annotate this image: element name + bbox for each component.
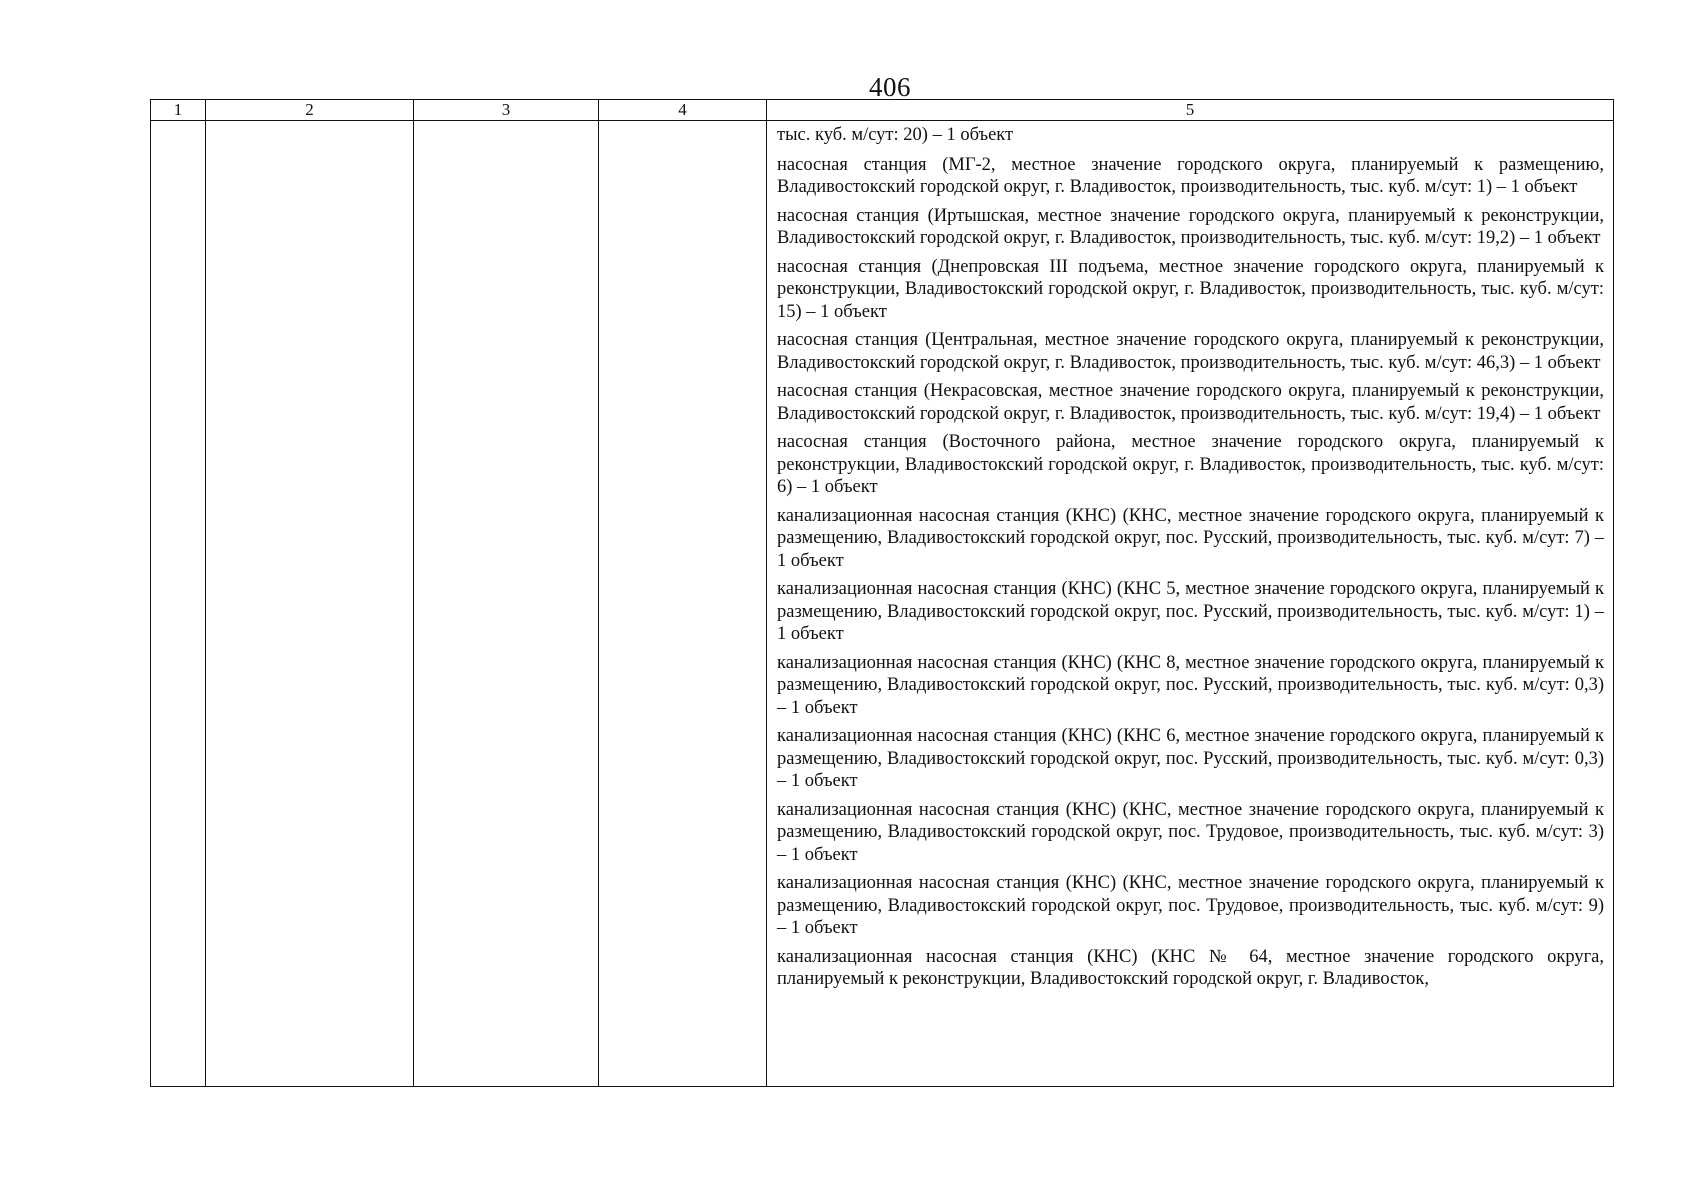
column-header-5: 5 [767, 100, 1614, 121]
entry-item: тыс. куб. м/сут: 20) – 1 объект [777, 125, 1014, 145]
entry-item: канализационная насосная станция (КНС) (КНС 6, местное значение городского округа, планируемый к размещению, Владивостокский городской округ, пос. Русский, производительность, тыс. куб. м/сут: 0,3) – 1 объект [777, 726, 1604, 791]
column-header-4: 4 [599, 100, 767, 121]
entry-item: канализационная насосная станция (КНС) (КНС, местное значение городского округа, планируемый к размещению, Владивостокский городской округ, пос. Трудовое, производительность, тыс. куб. м/сут: 3) – 1 объект [777, 799, 1604, 865]
table-row [151, 121, 1614, 1087]
column-header-3: 3 [414, 100, 599, 121]
entry-item: насосная станция (Восточного района, местное значение городского округа, планируемый к реконструкции, Владивостокский городской округ, г. Владивосток, производительность, тыс. куб. м/сут: 6) – 1 объект [777, 432, 1604, 497]
column-header-2: 2 [206, 100, 414, 121]
cell-column-2 [206, 121, 414, 1087]
entry-item: насосная станция (Некрасовская, местное значение городского округа, планируемый к реконструкции, Владивостокский городской округ, г. Владивосток, производительность, тыс. куб. м/сут: 19,4) – 1 объект [777, 381, 1604, 424]
entry-item: канализационная насосная станция (КНС) (КНС, местное значение городского округа, планируемый к размещению, Владивостокский городской округ, пос. Русский, производительность, тыс. куб. м/сут: 7) – 1 объект [777, 505, 1604, 571]
entry-item: насосная станция (МГ-2, местное значение городского округа, планируемый к размещению, Владивостокский городской округ, г. Владивосток, производительность, тыс. куб. м/сут: 1) – 1 объект [777, 154, 1604, 197]
cell-column-5 [767, 121, 1614, 1087]
entry-list [767, 121, 1613, 991]
header-row [151, 100, 1614, 121]
document-table [150, 99, 1614, 1087]
entry-item: канализационная насосная станция (КНС) (КНС № 64, местное значение городского округа, планируемый к реконструкции, Владивостокский городской округ, г. Владивосток, [777, 946, 1604, 989]
page-number: 406 [869, 72, 911, 102]
entry-item: канализационная насосная станция (КНС) (КНС 5, местное значение городского округа, планируемый к размещению, Владивостокский городской округ, пос. Русский, производительность, тыс. куб. м/сут: 1) – 1 объект [777, 579, 1604, 644]
column-header-1: 1 [151, 100, 206, 121]
cell-column-1 [151, 121, 206, 1087]
entry-item: канализационная насосная станция (КНС) (КНС, местное значение городского округа, планируемый к размещению, Владивостокский городской округ, пос. Трудовое, производительность, тыс. куб. м/сут: 9) – 1 объект [777, 873, 1604, 938]
cell-column-4 [599, 121, 767, 1087]
entry-item: насосная станция (Центральная, местное значение городского округа, планируемый к реконструкции, Владивостокский городской округ, г. Владивосток, производительность, тыс. куб. м/сут: 46,3) – 1 объект [777, 330, 1604, 373]
entry-item: насосная станция (Иртышская, местное значение городского округа, планируемый к реконструкции, Владивостокский городской округ, г. Владивосток, производительность, тыс. куб. м/сут: 19,2) – 1 объект [777, 205, 1604, 248]
cell-column-3 [414, 121, 599, 1087]
entry-item: канализационная насосная станция (КНС) (КНС 8, местное значение городского округа, планируемый к размещению, Владивостокский городской округ, пос. Русский, производительность, тыс. куб. м/сут: 0,3) – 1 объект [777, 652, 1604, 718]
entry-item: насосная станция (Днепровская III подъема, местное значение городского округа, планируемый к реконструкции, Владивостокский городской округ, г. Владивосток, производительность, тыс. куб. м/сут: 15) – 1 объект [777, 256, 1604, 322]
